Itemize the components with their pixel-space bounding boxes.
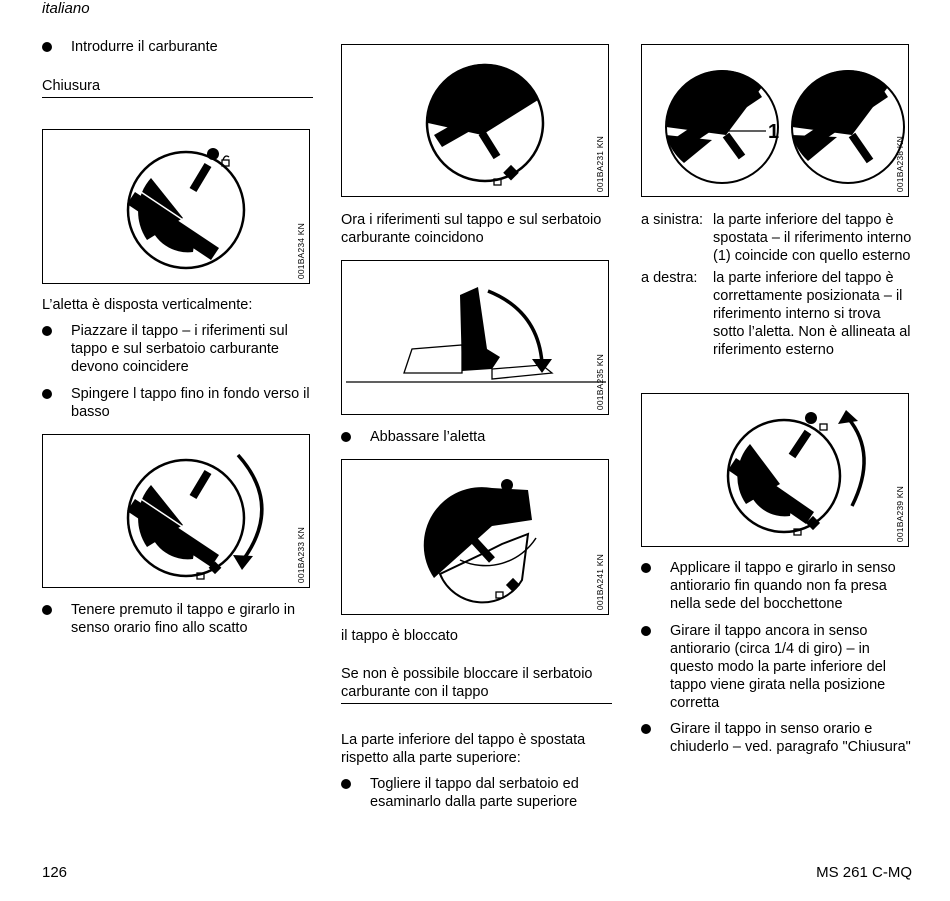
list-item: Introdurre il carburante (42, 38, 313, 56)
list-item: Spingere l tappo fino in fondo verso il basso (42, 385, 313, 421)
figure-cap-turn-clockwise (42, 434, 310, 588)
definition-term: a sinistra: (641, 212, 704, 228)
page-number: 126 (42, 864, 68, 881)
bullet-icon (641, 563, 651, 573)
list-item: Girare il tappo in senso orario e chiuderlo – ved. paragrafo "Chiusura" (641, 720, 912, 756)
definition-term: a destra: (641, 270, 698, 286)
model-name: MS 261 C-MQ (816, 864, 912, 881)
figure-code: 001BA231 KN (595, 135, 605, 192)
figure-code: 001BA238 KN (895, 135, 905, 192)
figure-code: 001BA241 KN (595, 553, 605, 610)
bullet-icon (341, 432, 351, 442)
list-item: Applicare il tappo e girarlo in senso antiorario fin quando non fa presa nella sede del bocchettone (641, 559, 912, 613)
figure-code: 001BA233 KN (296, 526, 306, 583)
cap-comparison-illustration (642, 45, 910, 198)
paragraph: L’aletta è disposta verticalmente: (42, 297, 253, 313)
section-heading-troubleshoot: Se non è possibile bloccare il serbatoio carburante con il tappo (341, 665, 612, 704)
figure-code: 001BA235 KN (595, 353, 605, 410)
callout-label: 1 (768, 121, 780, 143)
definition-text: la parte inferiore del tappo è spostata – il riferimento interno (1) coincide con quello esterno (713, 212, 912, 264)
definition-text: la parte inferiore del tappo è correttamente posizionata – il riferimento interno si trova sotto l’aletta. Non è allineata al riferimento esterno (713, 270, 911, 358)
list-item: Abbassare l’aletta (341, 428, 612, 446)
bullet-icon (341, 779, 351, 789)
definition-row (641, 211, 912, 265)
figure-code: 001BA234 KN (296, 222, 306, 279)
figure-cap-aligned (341, 44, 609, 197)
language-label: italiano (42, 0, 90, 17)
bullet-icon (42, 42, 52, 52)
bullet-icon (42, 326, 52, 336)
section-heading-chiusura: Chiusura (42, 77, 313, 98)
cap-illustration (642, 394, 910, 548)
definition-row (641, 269, 912, 359)
figure-cap-comparison (641, 44, 909, 197)
figure-cap-locked (341, 459, 609, 615)
cap-illustration (342, 460, 610, 616)
list-item: Piazzare il tappo – i riferimenti sul tappo e sul serbatoio carburante devono coincidere (42, 322, 313, 376)
paragraph: Ora i riferimenti sul tappo e sul serbatoio carburante coincidono (341, 212, 602, 246)
paragraph: il tappo è bloccato (341, 628, 458, 644)
figure-cap-locked-vertical (42, 129, 310, 284)
cap-illustration (342, 45, 610, 198)
cap-side-illustration (342, 261, 610, 416)
bullet-icon (42, 605, 52, 615)
figure-code: 001BA239 KN (895, 485, 905, 542)
figure-cap-side-view (341, 260, 609, 415)
cap-illustration (43, 130, 311, 285)
figure-cap-counterclockwise (641, 393, 909, 547)
definition-list (641, 211, 912, 363)
paragraph: La parte inferiore del tappo è spostata rispetto alla parte superiore: (341, 732, 586, 766)
list-item: Girare il tappo ancora in senso antiorario (circa 1/4 di giro) – in questo modo la parte inferiore del tappo viene girata nella posizione corretta (641, 622, 912, 712)
cap-illustration (43, 435, 311, 589)
list-item: Togliere il tappo dal serbatoio ed esaminarlo dalla parte superiore (341, 775, 612, 811)
list-item: Tenere premuto il tappo e girarlo in senso orario fino allo scatto (42, 601, 313, 637)
bullet-icon (42, 389, 52, 399)
bullet-icon (641, 724, 651, 734)
bullet-icon (641, 626, 651, 636)
